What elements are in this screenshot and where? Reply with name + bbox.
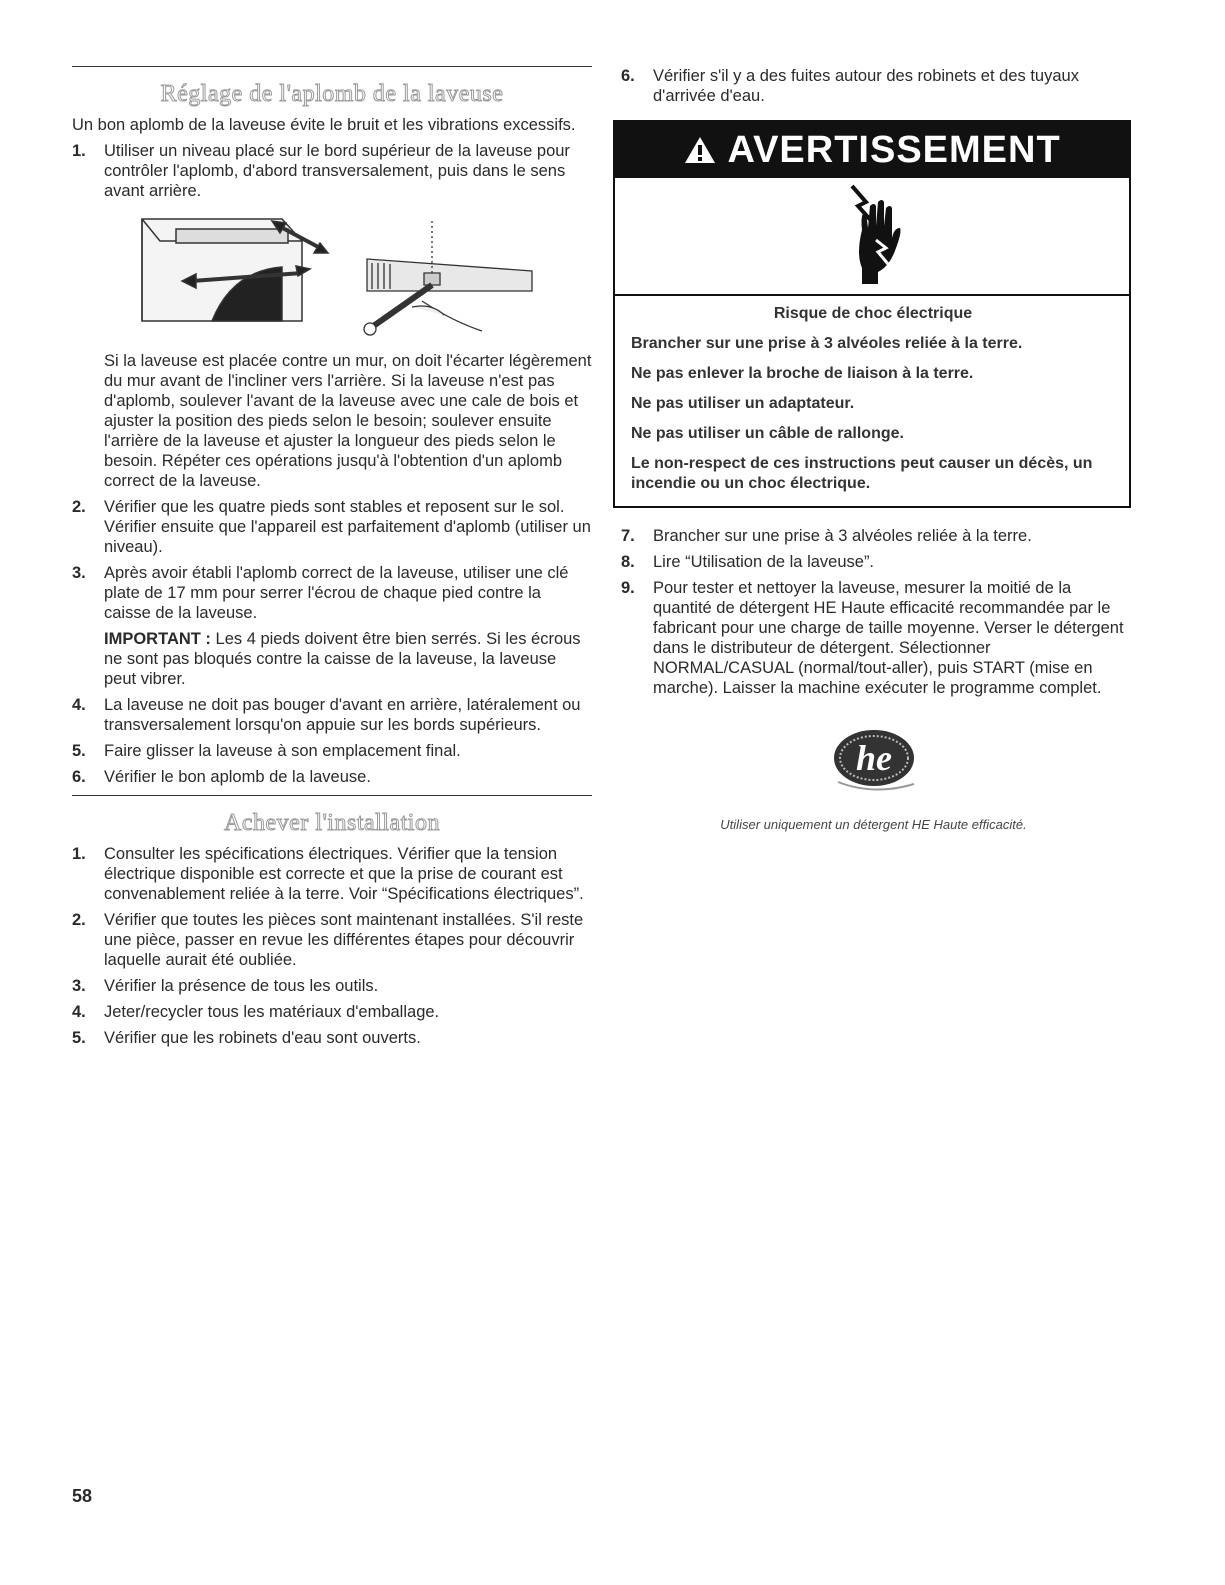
warning-consequence: Le non-respect de ces instructions peut causer un décès, un incendie ou un choc électrique.: [631, 455, 1093, 492]
list-item: 7. Brancher sur une prise à 3 alvéoles reliée à la terre.: [621, 527, 1032, 545]
complete-steps: [72, 844, 592, 1048]
section-rule: [72, 66, 592, 67]
list-item: 5. Vérifier que les robinets d'eau sont ouverts.: [72, 1029, 421, 1047]
list-item: 4. Jeter/recycler tous les matériaux d'emballage.: [72, 1003, 440, 1021]
list-item: 6. Vérifier le bon aplomb de la laveuse.: [72, 768, 371, 786]
important-note: IMPORTANT : Les 4 pieds doivent être bien serrés. Si les écrous ne sont pas bloqués contre la caisse de la laveuse, la laveuse peut vibrer.: [104, 630, 581, 688]
list-item: 8. Lire “Utilisation de la laveuse”.: [621, 553, 875, 571]
section-rule: [72, 795, 592, 796]
warning-line: Ne pas enlever la broche de liaison à la terre.: [631, 365, 974, 382]
list-item: 4. La laveuse ne doit pas bouger d'avant en arrière, latéralement ou transversalement lorsqu'on appuie sur les bords supérieurs.: [72, 696, 581, 734]
final-steps: [621, 526, 1126, 698]
final-steps-start: [621, 66, 1126, 106]
page-number: 58: [72, 1486, 93, 1506]
warning-line: Ne pas utiliser un câble de rallonge.: [631, 425, 904, 442]
left-column: [72, 66, 592, 1054]
section-heading-complete: Achever l'installation: [224, 810, 440, 836]
warning-triangle-icon: [683, 135, 717, 165]
he-caption: Utiliser uniquement un détergent HE Haute efficacité.: [720, 817, 1027, 832]
svg-text:he: he: [855, 738, 892, 778]
hazard-title: Risque de choc électrique: [773, 305, 973, 322]
he-logo-icon: [824, 726, 924, 796]
list-item: 1. Consulter les spécifications électriques. Vérifier que la tension électrique disponible est correcte et que la prise de courant est convenablement reliée à la terre. Voir “Spécifications électriques”.: [72, 845, 584, 903]
right-column: [621, 66, 1126, 835]
warning-box: [613, 120, 1131, 508]
warning-line: Ne pas utiliser un adaptateur.: [631, 395, 855, 412]
step1-note: Si la laveuse est placée contre un mur, on doit l'écarter légèrement du mur avant de l'incliner vers l'arrière. Si la laveuse n'est pas d'aplomb, soulever l'avant de la laveuse avec une cale de bois et ajuster la position des pieds selon le besoin; soulever ensuite l'arrière de la laveuse et ajuster la longueur des pieds selon le besoin. Répéter ces opérations jusqu'à l'obtention d'un aplomb correct de la laveuse.: [104, 352, 592, 490]
leveling-intro: Un bon aplomb de la laveuse évite le bruit et les vibrations excessifs.: [72, 116, 576, 134]
list-item: 1. Utiliser un niveau placé sur le bord supérieur de la laveuse pour contrôler l'aplomb, d'abord transversalement, puis dans le sens avant arrière.: [72, 142, 570, 200]
washer-level-illustration: [132, 211, 592, 341]
list-item: 3. Vérifier la présence de tous les outils.: [72, 977, 379, 995]
warning-title: AVERTISSEMENT: [727, 129, 1061, 171]
warning-header: [615, 122, 1129, 178]
list-item: 2. Vérifier que les quatre pieds sont stables et reposent sur le sol. Vérifier ensuite que l'appareil est parfaitement d'aplomb (utiliser un niveau).: [72, 498, 591, 556]
list-item: 3. Après avoir établi l'aplomb correct de la laveuse, utiliser une clé plate de 17 mm pour serrer l'écrou de chaque pied contre la caisse de la laveuse. IMPORTANT : Les 4 pieds doivent être bien serrés. Si les écrous ne sont pas bloqués contre la caisse de la laveuse, la laveuse peut vibrer.: [72, 563, 592, 689]
list-item: 5. Faire glisser la laveuse à son emplacement final.: [72, 742, 461, 760]
list-item: 6. Vérifier s'il y a des fuites autour des robinets et des tuyaux d'arrivée d'eau.: [621, 67, 1079, 105]
leveling-steps: [72, 141, 592, 201]
he-logo: [621, 726, 1126, 801]
warning-icon-area: [615, 178, 1129, 296]
list-item: 9. Pour tester et nettoyer la laveuse, mesurer la moitié de la quantité de détergent HE Haute efficacité recommandée par le fabricant pour une charge de taille moyenne. Verser le détergent dans le distributeur de détergent. Sélectionner NORMAL/CASUAL (normal/tout-aller), puis START (mise en marche). Laisser la machine exécuter le programme complet.: [621, 579, 1124, 697]
warning-body: [615, 296, 1129, 506]
list-item: 2. Vérifier que toutes les pièces sont maintenant installées. S'il reste une pièce, passer en revue les différentes étapes pour découvrir laquelle aurait été oubliée.: [72, 911, 584, 969]
section-heading-leveling: Réglage de l'aplomb de la laveuse: [160, 81, 504, 107]
electric-shock-hand-icon: [832, 182, 912, 286]
warning-line: Brancher sur une prise à 3 alvéoles reliée à la terre.: [631, 335, 1023, 352]
leveling-steps-continued: [72, 497, 592, 787]
leveling-illustration: [132, 211, 592, 341]
